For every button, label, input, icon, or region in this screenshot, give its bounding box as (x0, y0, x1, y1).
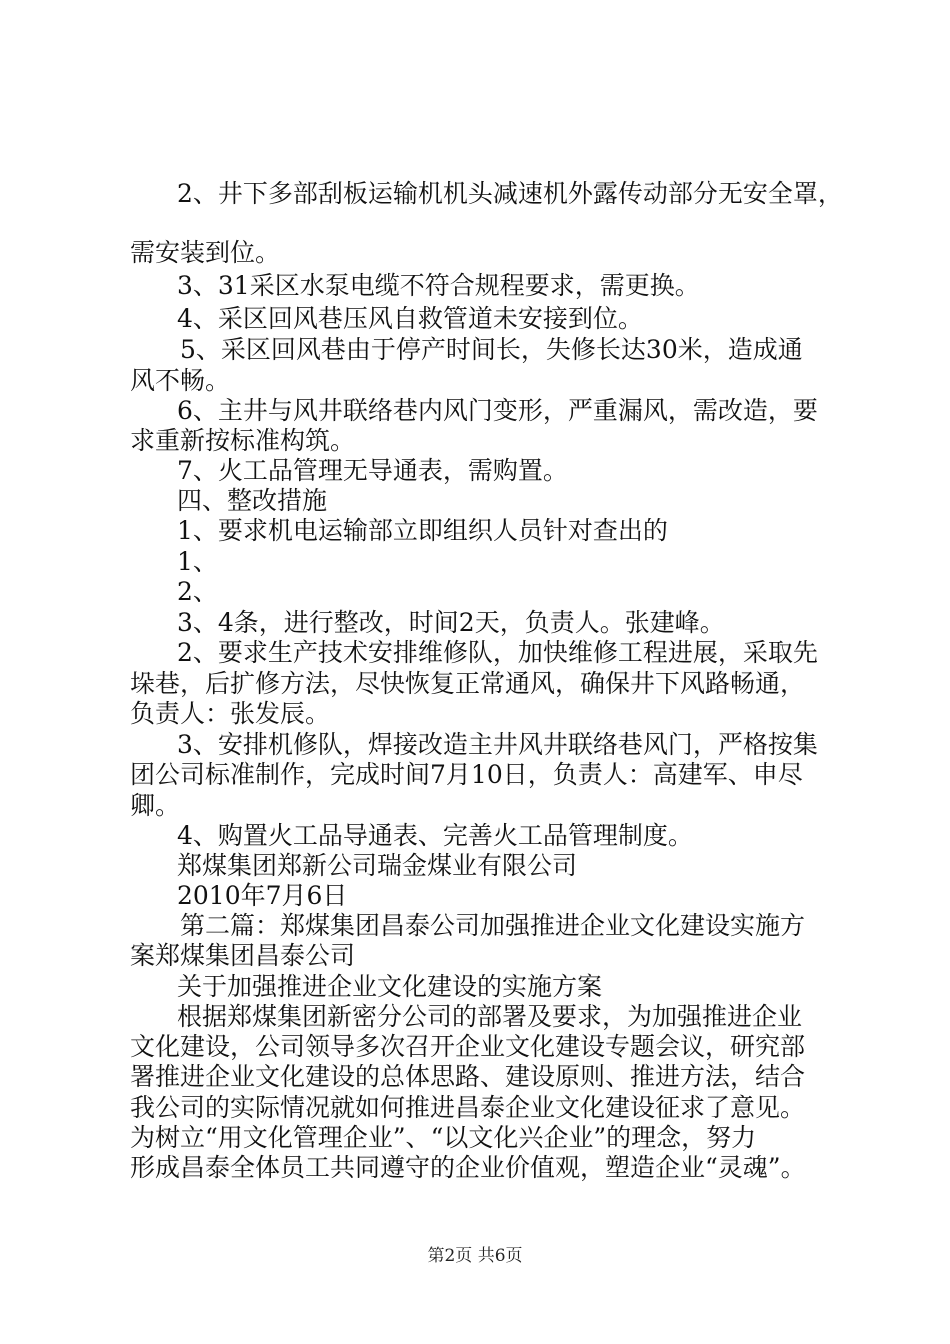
text-line: 求重新按标准构筑。 (130, 426, 356, 455)
section-heading: 四、整改措施 (177, 486, 328, 515)
text-line: 5、采区回风巷由于停产时间长，失修长达30米，造成通 (180, 335, 803, 364)
page-number-footer: 第2页 共6页 (427, 1246, 523, 1266)
chapter-title: 第二篇：郑煤集团昌泰公司加强推进企业文化建设实施方 (180, 911, 806, 940)
document-title: 关于加强推进企业文化建设的实施方案 (177, 972, 603, 1001)
text-line: 3、4条，进行整改，时间2天，负责人。张建峰。 (177, 608, 725, 637)
text-line: 3、安排机修队，焊接改造主井风井联络巷风门，严格按集 (177, 730, 818, 759)
text-line: 垛巷，后扩修方法，尽快恢复正常通风，确保井下风路畅通， (130, 669, 806, 698)
text-line: 为树立“用文化管理企业”、“以文化兴企业”的理念，努力 (130, 1123, 757, 1152)
text-line: 2、 (177, 577, 218, 606)
text-line: 文化建设，公司领导多次召开企业文化建设专题会议，研究部 (130, 1032, 806, 1061)
text-line: 风不畅。 (130, 366, 231, 395)
text-line: 3、31采区水泵电缆不符合规程要求，需更换。 (177, 271, 700, 300)
text-line: 4、购置火工品导通表、完善火工品管理制度。 (177, 821, 693, 850)
text-line: 团公司标准制作，完成时间7月10日，负责人：高建军、申尽 (130, 760, 803, 789)
text-line: 根据郑煤集团新密分公司的部署及要求，为加强推进企业 (177, 1002, 803, 1031)
chapter-title: 案郑煤集团昌泰公司 (130, 941, 356, 970)
text-line: 7、火工品管理无导通表，需购置。 (177, 456, 568, 485)
text-line: 1、要求机电运输部立即组织人员针对查出的 (177, 516, 668, 545)
text-line: 1、 (177, 547, 218, 576)
text-line: 形成昌泰全体员工共同遵守的企业价值观，塑造企业“灵魂”。 (130, 1153, 806, 1182)
text-line: 卿。 (130, 791, 181, 820)
text-line: 6、主井与风井联络巷内风门变形，严重漏风，需改造，要 (177, 396, 818, 425)
text-line: 4、采区回风巷压风自救管道未安接到位。 (177, 304, 643, 333)
text-line: 需安装到位。 (130, 238, 281, 267)
signature-company: 郑煤集团郑新公司瑞金煤业有限公司 (177, 851, 578, 880)
text-line: 负责人：张发辰。 (130, 699, 331, 728)
signature-date: 2010年7月6日 (177, 881, 348, 910)
text-line: 我公司的实际情况就如何推进昌泰企业文化建设征求了意见。 (130, 1093, 806, 1122)
text-line: 2、井下多部刮板运输机机头减速机外露传动部分无安全罩， (177, 179, 843, 208)
text-line: 2、要求生产技术安排维修队，加快维修工程进展，采取先 (177, 638, 818, 667)
text-line: 署推进企业文化建设的总体思路、建设原则、推进方法，结合 (130, 1062, 806, 1091)
